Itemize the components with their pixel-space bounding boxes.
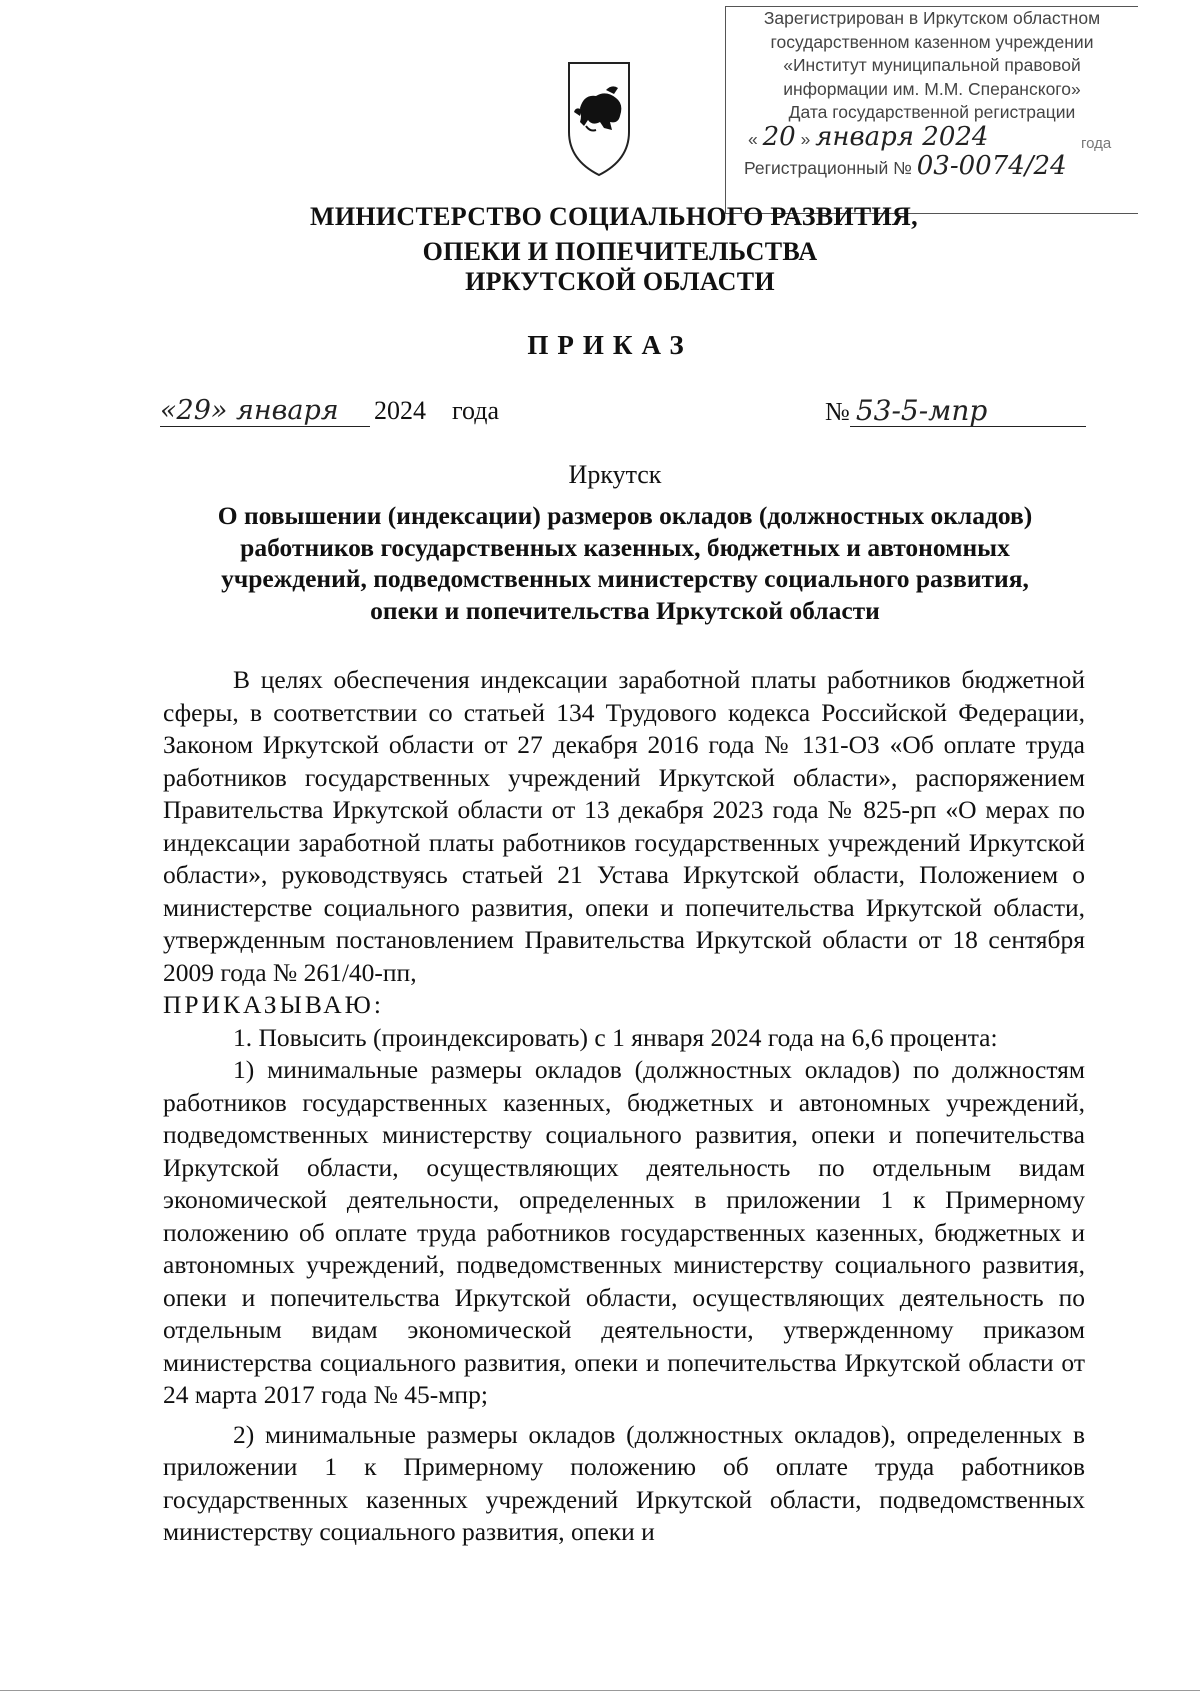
order-subject bbox=[160, 500, 1090, 626]
order-body bbox=[163, 664, 1085, 1549]
stamp-year-word: года bbox=[1081, 134, 1112, 152]
order-number-handwritten: 53-5-мпр bbox=[850, 396, 1086, 427]
order-year-word: года bbox=[452, 396, 500, 425]
item-1-2-paragraph: 2) минимальные размеры окладов (должностных окладов), определенных в приложении 1 к Примерному положению об оплате труда работников государственных казенных учреждений Иркутской области, подведомственных министерству социального развития, опеки и bbox=[163, 1419, 1085, 1546]
item-1-1-paragraph: 1) минимальные размеры окладов (должностных окладов) по должностям работников государственных казенных, бюджетных и автономных учреждений, подведомственных министерству социального развития, опеки и попечительства Иркутской области, осуществляющих деятельность по отдельным видам экономической деятельности, определенных в приложении 1 к Примерному положению об оплате труда работников государственных казенных, бюджетных и автономных учреждений, подведомственных министерству социального развития, опеки и попечительства Иркутской области, осуществляющих деятельность по отдельным видам экономической деятельности, утвержденному приказом министерства социального развития, опеки и попечительства Иркутской области от 24 марта 2017 года № 45-мпр; bbox=[163, 1055, 1085, 1409]
city: Иркутск bbox=[568, 460, 662, 489]
stamp-line: «Институт муниципальной правовой bbox=[783, 55, 1081, 75]
registration-stamp bbox=[725, 6, 1138, 214]
stamp-quote-close: » bbox=[800, 128, 811, 149]
page-bottom-rule bbox=[0, 1690, 1200, 1691]
item-1-paragraph: 1. Повысить (проиндексировать) с 1 января 2024 года на 6,6 процента: bbox=[233, 1022, 998, 1052]
stamp-quote-open: « bbox=[748, 128, 758, 149]
stamp-reg-number: 03-0074/24 bbox=[916, 151, 1067, 181]
order-number-label: № bbox=[825, 397, 850, 426]
irkutsk-coat-of-arms-icon bbox=[566, 60, 632, 178]
order-number bbox=[825, 396, 1086, 427]
subject-line: работников государственных казенных, бюджетных и автономных bbox=[240, 532, 1010, 562]
ministry-name-line-2: ОПЕКИ И ПОПЕЧИТЕЛЬСТВА bbox=[422, 237, 818, 266]
stamp-reg-label: Регистрационный № bbox=[744, 158, 912, 178]
ministry-name-line-1: МИНИСТЕРСТВО СОЦИАЛЬНОГО РАЗВИТИЯ, bbox=[310, 202, 918, 231]
subject-line: учреждений, подведомственных министерству социального развития, bbox=[221, 564, 1029, 593]
stamp-line: Дата государственной регистрации bbox=[788, 102, 1076, 122]
stamp-line: государственном казенном учреждении bbox=[770, 31, 1094, 52]
subject-line: О повышении (индексации) размеров окладов (должностных окладов) bbox=[217, 501, 1033, 530]
preamble-paragraph: В целях обеспечения индексации заработной платы работников бюджетной сферы, в соответствии со статьей 134 Трудового кодекса Российской Федерации, Законом Иркутской области от 27 декабря 2016 года № 131-ОЗ «Об оплате труда работников государственных учреждений Иркутской области», распоряжением Правительства Иркутской области от 13 декабря 2023 года № 825-рп «О мерах по индексации заработной платы работников государственных учреждений Иркутской области», руководствуясь статьей 21 Устава Иркутской области, Положением о министерстве социального развития, опеки и попечительства Иркутской области, утвержденным постановлением Правительства Иркутской области от 18 сентября 2009 года № 261/40-пп, bbox=[163, 665, 1085, 987]
subject-line: опеки и попечительства Иркутской области bbox=[370, 595, 880, 625]
order-date bbox=[160, 396, 499, 427]
stamp-line: Зарегистрирован в Иркутском областном bbox=[763, 8, 1101, 28]
order-date-handwritten: «29» января bbox=[160, 396, 370, 427]
ministry-name-line-3: ИРКУТСКОЙ ОБЛАСТИ bbox=[465, 267, 775, 296]
stamp-line: информации им. М.М. Сперанского» bbox=[783, 78, 1081, 99]
order-word: ПРИКАЗЫВАЮ: bbox=[163, 990, 384, 1019]
stamp-date-day: 20 bbox=[762, 121, 796, 152]
stamp-registration-number bbox=[726, 151, 1138, 181]
stamp-date-month-year: января 2024 bbox=[815, 121, 989, 152]
stamp-registration-date bbox=[726, 121, 1138, 152]
order-year: 2024 bbox=[374, 396, 426, 425]
order-title: ПРИКАЗ bbox=[527, 330, 693, 360]
